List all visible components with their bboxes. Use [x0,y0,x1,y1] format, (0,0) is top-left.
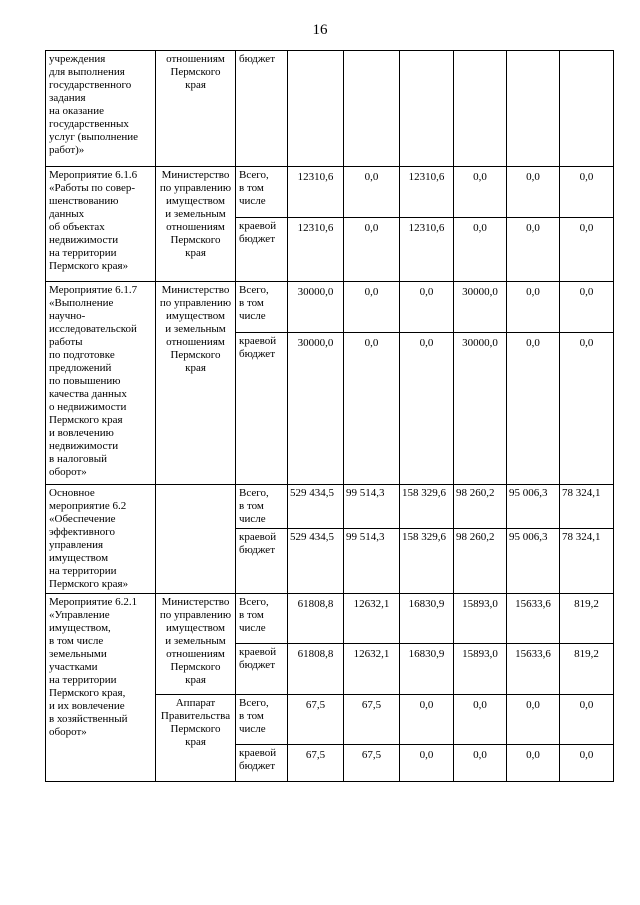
measure-name-cell: Мероприятие 6.1.6 «Работы по совер- шенствованию данных об объектах недвижимости на территории Пермского края» [46,167,156,282]
amount-cell: 0,0 [507,745,560,782]
executor-cell: Министерство по управлению имуществом и земельным отношениям Пермского края [156,594,236,695]
amount-cell: 0,0 [454,167,507,218]
amount-cell: 99 514,3 [344,485,400,529]
budget-table [45,50,614,782]
amount-cell: 0,0 [454,695,507,745]
executor-cell: Министерство по управлению имуществом и земельным отношениям Пермского края [156,167,236,282]
amount-cell: 15893,0 [454,594,507,644]
funding-source-cell: Всего, в том числе [236,167,288,218]
amount-cell: 30000,0 [454,282,507,333]
amount-cell: 67,5 [288,745,344,782]
amount-cell: 158 329,6 [400,529,454,594]
amount-cell: 0,0 [560,167,614,218]
amount-cell [507,51,560,167]
amount-cell: 67,5 [288,695,344,745]
amount-cell: 12310,6 [400,218,454,282]
amount-cell: 0,0 [560,282,614,333]
measure-name-cell: Основное мероприятие 6.2 «Обеспечение эффективного управления имуществом на территории Пермского края» [46,485,156,594]
amount-cell: 99 514,3 [344,529,400,594]
amount-cell: 15633,6 [507,594,560,644]
amount-cell: 0,0 [507,695,560,745]
amount-cell: 98 260,2 [454,529,507,594]
amount-cell: 0,0 [344,333,400,485]
amount-cell: 12310,6 [400,167,454,218]
table-row [46,485,614,529]
amount-cell: 0,0 [454,745,507,782]
table-row [46,594,614,644]
amount-cell: 0,0 [507,218,560,282]
amount-cell: 95 006,3 [507,529,560,594]
funding-source-cell: краевой бюджет [236,333,288,485]
amount-cell: 12310,6 [288,218,344,282]
amount-cell: 12310,6 [288,167,344,218]
amount-cell: 98 260,2 [454,485,507,529]
amount-cell [454,51,507,167]
amount-cell: 819,2 [560,594,614,644]
amount-cell: 158 329,6 [400,485,454,529]
amount-cell: 0,0 [400,695,454,745]
amount-cell [344,51,400,167]
measure-name-cell: учреждения для выполнения государственного задания на оказание государственных услуг (выполнение работ)» [46,51,156,167]
amount-cell: 0,0 [507,167,560,218]
amount-cell: 78 324,1 [560,485,614,529]
table-row [46,51,614,167]
funding-source-cell: краевой бюджет [236,644,288,695]
amount-cell [560,51,614,167]
amount-cell: 30000,0 [454,333,507,485]
funding-source-cell: Всего, в том числе [236,594,288,644]
measure-name-cell: Мероприятие 6.1.7 «Выполнение научно- исследовательской работы по подготовке предложений по повышению качества данных о недвижимости Пермского края и вовлечению недвижимости в налоговый оборот» [46,282,156,485]
amount-cell: 0,0 [400,745,454,782]
amount-cell: 95 006,3 [507,485,560,529]
amount-cell: 0,0 [400,333,454,485]
amount-cell: 12632,1 [344,644,400,695]
amount-cell: 15893,0 [454,644,507,695]
amount-cell: 67,5 [344,745,400,782]
measure-name-cell: Мероприятие 6.2.1 «Управление имуществом, в том числе земельными участками на территории Пермского края, и их вовлечение в хозяйственный оборот» [46,594,156,782]
funding-source-cell: краевой бюджет [236,745,288,782]
amount-cell [400,51,454,167]
amount-cell: 529 434,5 [288,485,344,529]
amount-cell: 0,0 [560,218,614,282]
funding-source-cell: Всего, в том числе [236,485,288,529]
amount-cell: 0,0 [560,333,614,485]
amount-cell: 0,0 [344,218,400,282]
amount-cell: 0,0 [400,282,454,333]
table-row [46,167,614,218]
amount-cell: 61808,8 [288,644,344,695]
executor-cell: отношениям Пермского края [156,51,236,167]
amount-cell: 67,5 [344,695,400,745]
amount-cell: 16830,9 [400,594,454,644]
executor-cell: Аппарат Правительства Пермского края [156,695,236,782]
funding-source-cell: краевой бюджет [236,529,288,594]
funding-source-cell: Всего, в том числе [236,282,288,333]
amount-cell: 30000,0 [288,333,344,485]
amount-cell: 15633,6 [507,644,560,695]
executor-cell: Министерство по управлению имуществом и земельным отношениям Пермского края [156,282,236,485]
page-number: 16 [312,22,328,38]
funding-source-cell: краевой бюджет [236,218,288,282]
amount-cell: 529 434,5 [288,529,344,594]
amount-cell: 0,0 [507,282,560,333]
amount-cell: 819,2 [560,644,614,695]
amount-cell: 0,0 [507,333,560,485]
amount-cell: 12632,1 [344,594,400,644]
executor-cell [156,485,236,594]
amount-cell: 0,0 [344,282,400,333]
amount-cell: 30000,0 [288,282,344,333]
amount-cell: 0,0 [560,695,614,745]
amount-cell: 0,0 [454,218,507,282]
funding-source-cell: бюджет [236,51,288,167]
amount-cell: 0,0 [560,745,614,782]
amount-cell: 78 324,1 [560,529,614,594]
table-row [46,282,614,333]
amount-cell [288,51,344,167]
amount-cell: 16830,9 [400,644,454,695]
amount-cell: 61808,8 [288,594,344,644]
funding-source-cell: Всего, в том числе [236,695,288,745]
amount-cell: 0,0 [344,167,400,218]
table-body [46,51,614,782]
